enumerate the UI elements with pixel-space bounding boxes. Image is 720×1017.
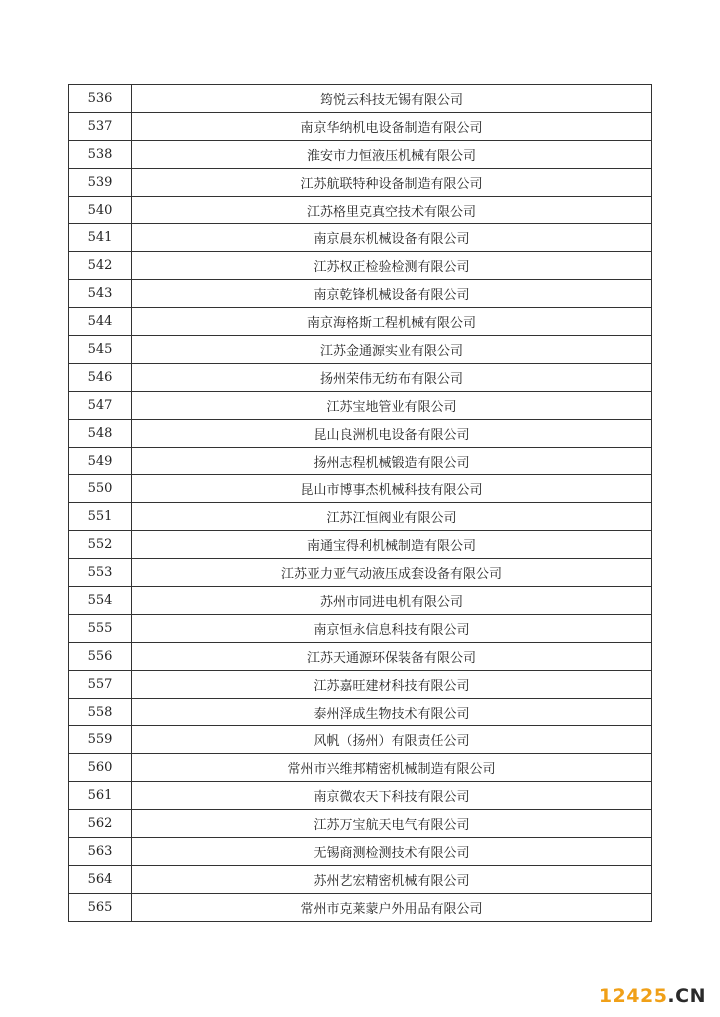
table-row	[69, 838, 652, 866]
table-row	[69, 196, 652, 224]
company-name: 南京微农天下科技有限公司	[132, 782, 652, 810]
company-name: 江苏航联特种设备制造有限公司	[132, 168, 652, 196]
company-name: 南京海格斯工程机械有限公司	[132, 308, 652, 336]
company-name: 无锡商测检测技术有限公司	[132, 838, 652, 866]
row-number: 555	[69, 614, 132, 642]
row-number: 540	[69, 196, 132, 224]
table-row	[69, 531, 652, 559]
table-row	[69, 475, 652, 503]
row-number: 565	[69, 893, 132, 921]
table-row	[69, 447, 652, 475]
table-row	[69, 754, 652, 782]
row-number: 564	[69, 865, 132, 893]
company-list-table	[68, 84, 652, 922]
row-number: 547	[69, 391, 132, 419]
company-name: 扬州荣伟无纺布有限公司	[132, 363, 652, 391]
table-row	[69, 140, 652, 168]
table-row	[69, 336, 652, 364]
table-row	[69, 85, 652, 113]
company-name: 扬州志程机械锻造有限公司	[132, 447, 652, 475]
table-row	[69, 503, 652, 531]
row-number: 557	[69, 670, 132, 698]
table-row	[69, 670, 652, 698]
row-number: 561	[69, 782, 132, 810]
company-name: 风帆（扬州）有限责任公司	[132, 726, 652, 754]
company-name: 泰州泽成生物技术有限公司	[132, 698, 652, 726]
watermark-number: 12425	[598, 985, 668, 1007]
row-number: 536	[69, 85, 132, 113]
table-row	[69, 642, 652, 670]
company-name: 江苏嘉旺建材科技有限公司	[132, 670, 652, 698]
row-number: 562	[69, 810, 132, 838]
table-row	[69, 865, 652, 893]
table-row	[69, 363, 652, 391]
company-name: 江苏天通源环保装备有限公司	[132, 642, 652, 670]
company-name: 江苏权正检验检测有限公司	[132, 252, 652, 280]
company-name: 江苏亚力亚气动液压成套设备有限公司	[132, 559, 652, 587]
row-number: 549	[69, 447, 132, 475]
row-number: 559	[69, 726, 132, 754]
company-list-body	[69, 85, 652, 922]
row-number: 545	[69, 336, 132, 364]
company-name: 淮安市力恒液压机械有限公司	[132, 140, 652, 168]
table-row	[69, 280, 652, 308]
company-name: 苏州市同进电机有限公司	[132, 587, 652, 615]
table-row	[69, 168, 652, 196]
row-number: 558	[69, 698, 132, 726]
row-number: 544	[69, 308, 132, 336]
company-name: 常州市克莱蒙户外用品有限公司	[132, 893, 652, 921]
table-row	[69, 698, 652, 726]
table-row	[69, 391, 652, 419]
table-row	[69, 587, 652, 615]
company-name: 南京华纳机电设备制造有限公司	[132, 112, 652, 140]
company-name: 昆山市博事杰机械科技有限公司	[132, 475, 652, 503]
row-number: 551	[69, 503, 132, 531]
company-name: 常州市兴维邦精密机械制造有限公司	[132, 754, 652, 782]
table-row	[69, 112, 652, 140]
site-watermark	[599, 985, 706, 1007]
row-number: 560	[69, 754, 132, 782]
watermark-domain: .CN	[667, 985, 706, 1007]
table-row	[69, 252, 652, 280]
company-name: 江苏万宝航天电气有限公司	[132, 810, 652, 838]
row-number: 552	[69, 531, 132, 559]
company-name: 昆山良洲机电设备有限公司	[132, 419, 652, 447]
table-row	[69, 726, 652, 754]
table-row	[69, 559, 652, 587]
row-number: 546	[69, 363, 132, 391]
company-name: 筠悦云科技无锡有限公司	[132, 85, 652, 113]
row-number: 538	[69, 140, 132, 168]
company-name: 南京乾锋机械设备有限公司	[132, 280, 652, 308]
company-name: 江苏金通源实业有限公司	[132, 336, 652, 364]
company-name: 南通宝得利机械制造有限公司	[132, 531, 652, 559]
row-number: 543	[69, 280, 132, 308]
row-number: 563	[69, 838, 132, 866]
row-number: 556	[69, 642, 132, 670]
table-row	[69, 782, 652, 810]
row-number: 541	[69, 224, 132, 252]
table-row	[69, 308, 652, 336]
table-row	[69, 614, 652, 642]
row-number: 553	[69, 559, 132, 587]
table-row	[69, 224, 652, 252]
row-number: 537	[69, 112, 132, 140]
table-row	[69, 810, 652, 838]
company-name: 南京晨东机械设备有限公司	[132, 224, 652, 252]
table-row	[69, 893, 652, 921]
company-name: 苏州艺宏精密机械有限公司	[132, 865, 652, 893]
row-number: 548	[69, 419, 132, 447]
company-name: 江苏宝地管业有限公司	[132, 391, 652, 419]
company-name: 江苏格里克真空技术有限公司	[132, 196, 652, 224]
row-number: 550	[69, 475, 132, 503]
row-number: 554	[69, 587, 132, 615]
company-name: 南京恒永信息科技有限公司	[132, 614, 652, 642]
company-name: 江苏江恒阀业有限公司	[132, 503, 652, 531]
row-number: 539	[69, 168, 132, 196]
row-number: 542	[69, 252, 132, 280]
table-row	[69, 419, 652, 447]
